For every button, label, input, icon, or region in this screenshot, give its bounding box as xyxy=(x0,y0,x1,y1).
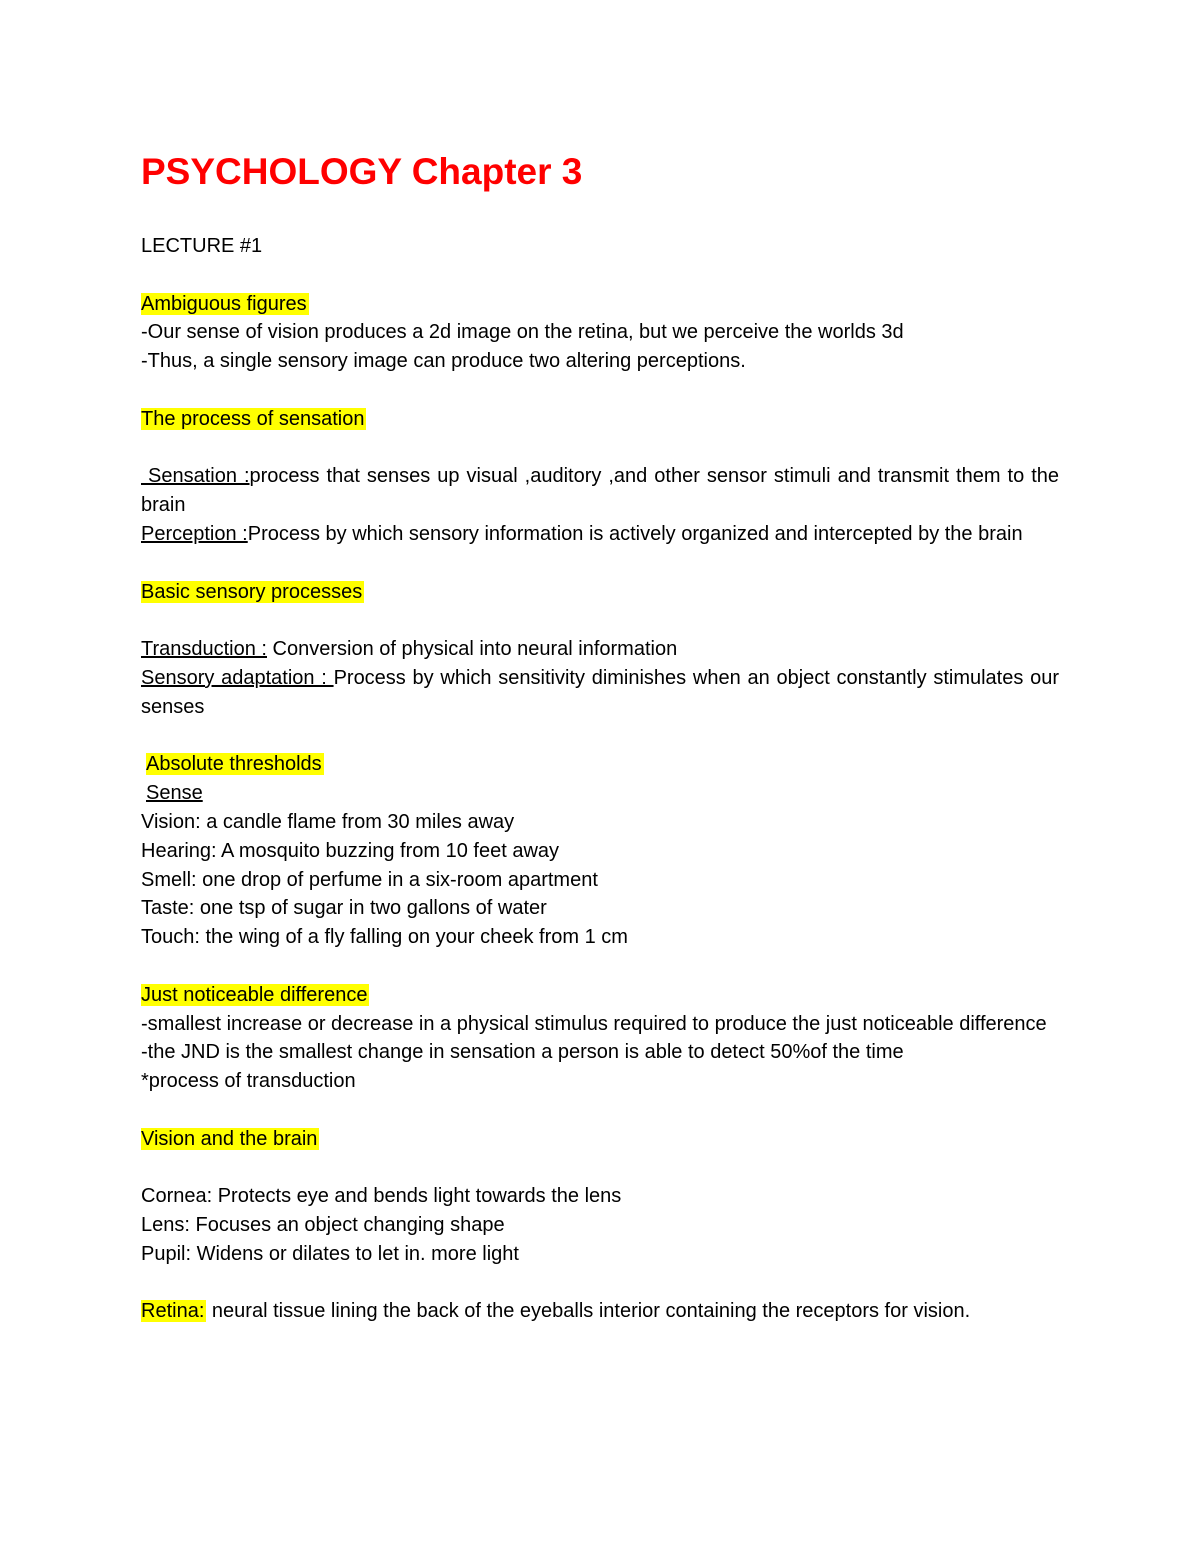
section-heading-just-noticeable-difference: Just noticeable difference xyxy=(141,983,368,1006)
section-heading-process-of-sensation: The process of sensation xyxy=(141,407,365,430)
sensation-term: Sensation : xyxy=(141,465,250,488)
perception-def: Process by which sensory information is actively organized and intercepted by the brain xyxy=(247,522,1023,545)
threshold-vision: Vision: a candle flame from 30 miles away xyxy=(141,810,515,833)
sensation-def: process that senses up visual ,auditory ,and other sensor stimuli and transmit them to the brain xyxy=(141,465,1059,517)
sensory-adaptation-definition xyxy=(141,664,1059,722)
sense-label: Sense xyxy=(146,782,203,805)
page-title: PSYCHOLOGY Chapter 3 xyxy=(141,151,583,192)
retina-def: neural tissue lining the back of the eyeballs interior containing the receptors for vision. xyxy=(206,1300,971,1323)
section-heading-absolute-thresholds: Absolute thresholds xyxy=(146,753,322,776)
jnd-line-2: -the JND is the smallest change in sensation a person is able to detect 50%of the time xyxy=(141,1041,904,1064)
jnd-line-1: -smallest increase or decrease in a physical stimulus required to produce the just noticeable difference xyxy=(141,1012,1047,1035)
vision-pupil: Pupil: Widens or dilates to let in. more light xyxy=(141,1242,519,1265)
section-heading-ambiguous-figures: Ambiguous figures xyxy=(141,292,307,315)
ambiguous-line-2: -Thus, a single sensory image can produce two altering perceptions. xyxy=(141,350,746,373)
ambiguous-line-1: -Our sense of vision produces a 2d image on the retina, but we perceive the worlds 3d xyxy=(141,321,904,344)
transduction-definition xyxy=(141,635,1059,664)
jnd-line-3: *process of transduction xyxy=(141,1070,356,1093)
document-page xyxy=(141,150,1059,1326)
sensory-adaptation-term: Sensory adaptation : xyxy=(141,666,334,689)
transduction-def: Conversion of physical into neural information xyxy=(267,638,678,661)
lecture-label: LECTURE #1 xyxy=(141,235,263,257)
section-heading-vision-and-the-brain: Vision and the brain xyxy=(141,1127,318,1150)
threshold-hearing: Hearing: A mosquito buzzing from 10 feet away xyxy=(141,839,560,862)
perception-definition xyxy=(141,520,1059,549)
vision-lens: Lens: Focuses an object changing shape xyxy=(141,1214,505,1237)
sensation-definition xyxy=(141,462,1059,520)
transduction-term: Transduction : xyxy=(141,638,267,661)
vision-cornea: Cornea: Protects eye and bends light towards the lens xyxy=(141,1185,622,1208)
section-heading-basic-sensory-processes: Basic sensory processes xyxy=(141,580,363,603)
retina-term: Retina: xyxy=(141,1300,205,1323)
threshold-touch: Touch: the wing of a fly falling on your cheek from 1 cm xyxy=(141,926,628,949)
threshold-taste: Taste: one tsp of sugar in two gallons of water xyxy=(141,897,547,920)
threshold-smell: Smell: one drop of perfume in a six-room apartment xyxy=(141,868,598,891)
retina-definition xyxy=(141,1297,1059,1326)
perception-term: Perception : xyxy=(141,522,248,545)
sensory-adaptation-def: Process by which sensitivity diminishes when an object constantly stimulates our senses xyxy=(141,666,1060,718)
